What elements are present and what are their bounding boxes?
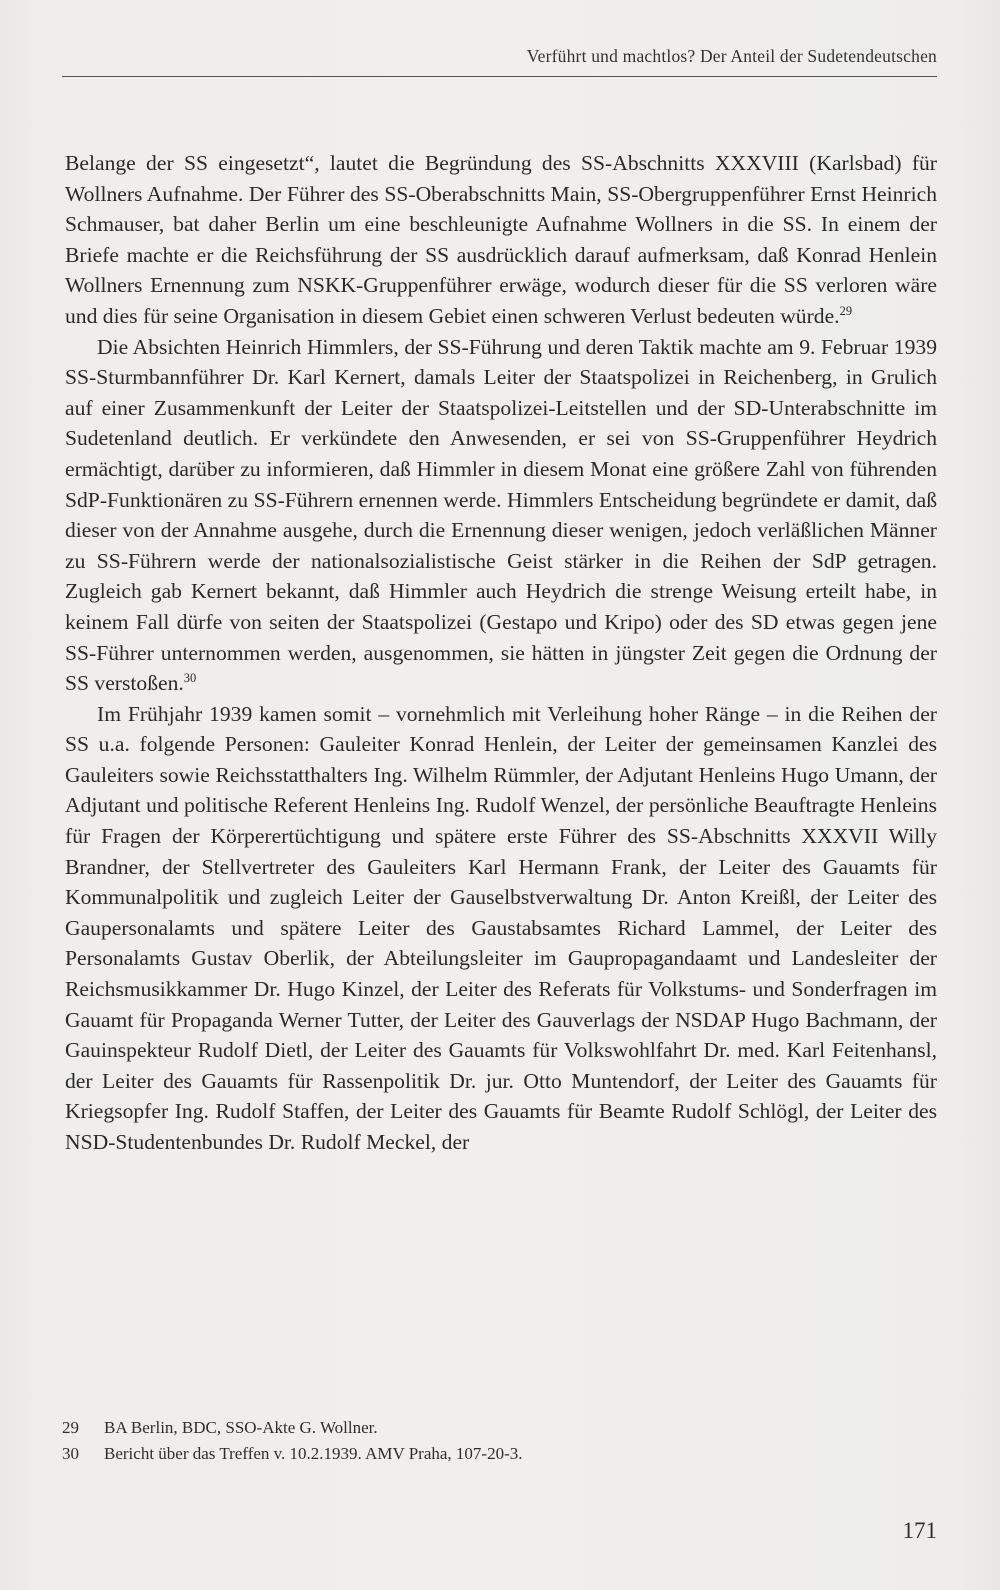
main-text [65,148,937,1158]
footnotes [62,1415,937,1467]
paragraph-3-text: Im Frühjahr 1939 kamen somit – vornehmlich mit Verleihung hoher Ränge – in die Reihen der SS u.a. folgende Personen: Gauleiter Konrad Henlein, der Leiter der gemeinsamen Kanzlei des Gauleiters sowie Reichsstatthalters Ing. Wilhelm Rümmler, der Adjutant Henleins Hugo Umann, der Adjutant und politische Referent Henleins Ing. Rudolf Wenzel, der persönliche Beauftragte Henleins für Fragen der Körperertüchtigung und spätere erste Führer des SS-Abschnitts XXXVII Willy Brandner, der Stellvertreter des Gauleiters Karl Hermann Frank, der Leiter des Gauamts für Kommunalpolitik und zugleich Leiter der Gauselbstverwaltung Dr. Anton Kreißl, der Leiter des Gaupersonalamts und spätere Leiter des Gaustabsamtes Richard Lammel, der Leiter des Personalamts Gustav Oberlik, der Abteilungsleiter im Gaupropagandaamt und Landesleiter der Reichsmusikkammer Dr. Hugo Kinzel, der Leiter des Referats für Volkstums- und Sonderfragen im Gauamt für Propaganda Werner Tutter, der Leiter des Gauverlags der NSDAP Hugo Bachmann, der Gauinspekteur Rudolf Dietl, der Leiter des Gauamts für Volkswohlfahrt Dr. med. Karl Feitenhansl, der Leiter des Gauamts für Rassenpolitik Dr. jur. Otto Muntendorf, der Leiter des Gauamts für Kriegsopfer Ing. Rudolf Staffen, der Leiter des Gauamts für Beamte Rudolf Schlögl, der Leiter des NSD-Studentenbundes Dr. Rudolf Meckel, der [65,701,937,1154]
running-header: Verführt und machtlos? Der Anteil der Sudetendeutschen [526,46,937,66]
page-number: 171 [902,1518,937,1543]
footnote-ref-29: 29 [839,303,853,318]
footnote-number: 29 [62,1418,79,1437]
footnote-text: BA Berlin, BDC, SSO-Akte G. Wollner. [104,1418,378,1437]
paragraph-1 [65,148,937,332]
paragraph-3 [65,699,937,1158]
paragraph-2 [65,332,937,699]
footnote-30 [62,1441,937,1467]
footnote-number: 30 [62,1444,79,1463]
footnote-29 [62,1415,937,1441]
paragraph-2-text: Die Absichten Heinrich Himmlers, der SS-Führung und deren Taktik machte am 9. Februar 1939 SS-Sturmbannführer Dr. Karl Kernert, damals Leiter der Staatspolizei in Reichenberg, in Grulich auf einer Zusammenkunft der Leiter der Staatspolizei-Leitstellen und der SD-Unterabschnitte im Sudetenland deutlich. Er verkündete den Anwesenden, er sei von SS-Gruppenführer Heydrich ermächtigt, darüber zu informieren, daß Himmler in diesem Monat eine größere Zahl von führenden SdP-Funktionären zu SS-Führern ernennen werde. Himmlers Entscheidung begründete er damit, daß dieser von der Annahme ausgehe, durch die Ernennung dieser wenigen, jedoch verläßlichen Männer zu SS-Führern werde der nationalsozialistische Geist stärker in die Reihen der SdP getragen. Zugleich gab Kernert bekannt, daß Himmler auch Heydrich die strenge Weisung erteilt habe, in keinem Fall dürfe von seiten der Staatspolizei (Gestapo und Kripo) oder des SD etwas gegen jene SS-Führer unternommen werden, ausgenommen, sie hätten in jüngster Zeit gegen die Ordnung der SS verstoßen. [65,334,937,696]
header-rule [62,76,937,77]
footnote-ref-30: 30 [183,671,197,686]
paragraph-1-text: Belange der SS eingesetzt“, lautet die Begründung des SS-Abschnitts XXXVIII (Karlsbad) für Wollners Aufnahme. Der Führer des SS-Oberabschnitts Main, SS-Obergruppenführer Ernst Heinrich Schmauser, bat daher Berlin um eine beschleunigte Aufnahme Wollners in die SS. In einem der Briefe machte er die Reichsführung der SS ausdrücklich darauf aufmerksam, daß Konrad Henlein Wollners Ernennung zum NSKK-Gruppenführer erwäge, wodurch dieser für die SS verloren wäre und dies für seine Organisation in diesem Gebiet einen schweren Verlust bedeuten würde. [65,151,937,328]
footnote-text: Bericht über das Treffen v. 10.2.1939. AMV Praha, 107-20-3. [104,1444,523,1463]
